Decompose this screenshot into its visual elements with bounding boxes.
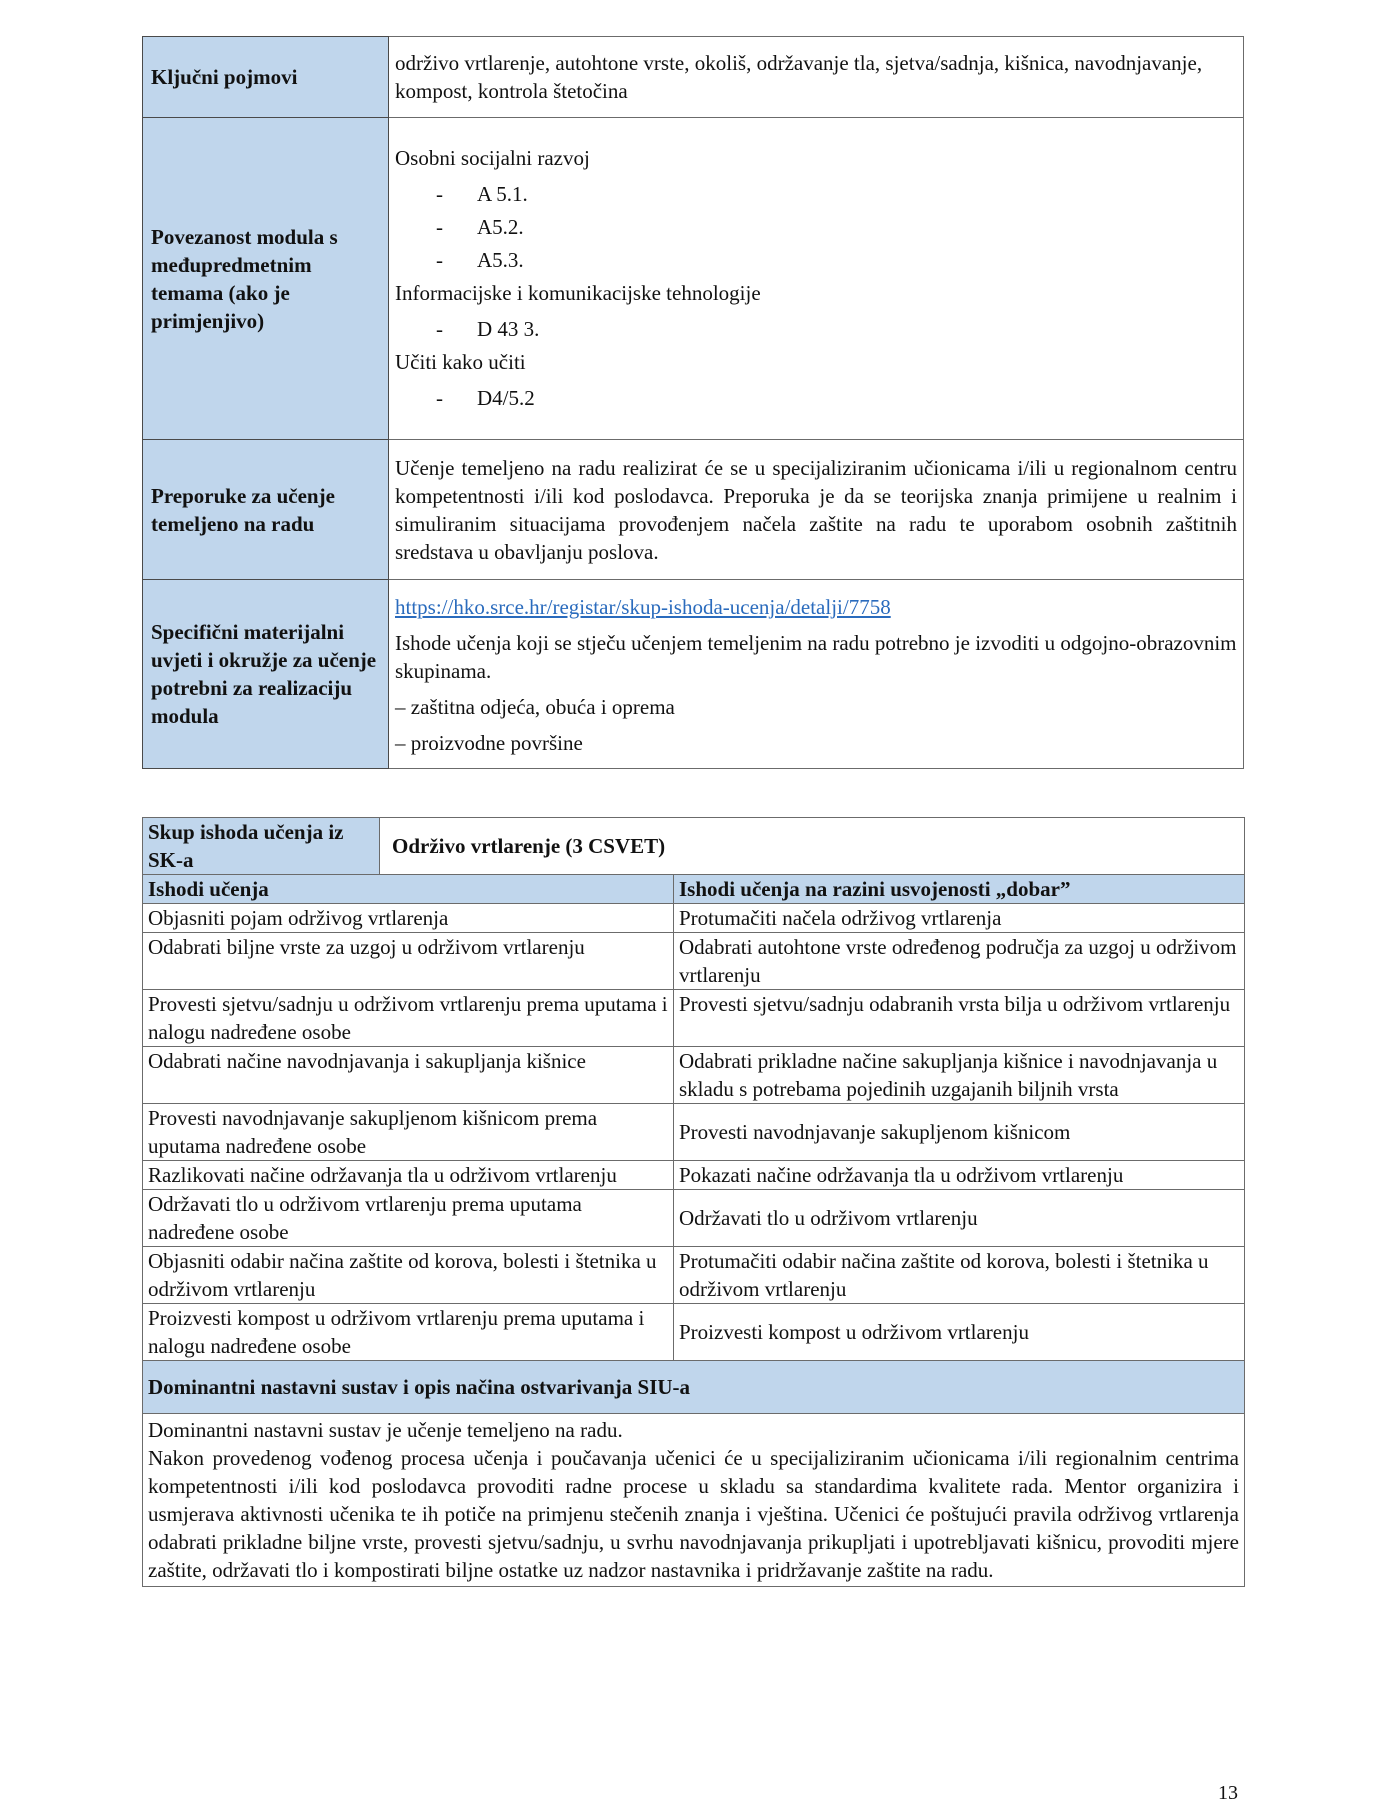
- good-level-cell: Provesti sjetvu/sadnju odabranih vrsta bilja u održivom vrtlarenju: [674, 990, 1245, 1047]
- description-line: Dominantni nastavni sustav je učenje temeljeno na radu.: [148, 1418, 623, 1442]
- cross-curricular-row: [143, 118, 1244, 440]
- table-row: [143, 1104, 1245, 1161]
- outcome-cell: Provesti navodnjavanje sakupljenom kišnicom prema uputama nadređene osobe: [143, 1104, 674, 1161]
- dominant-system-header-row: [143, 1361, 1245, 1414]
- dominant-system-description: [143, 1414, 1245, 1587]
- dash-bullet-icon: -: [436, 386, 443, 410]
- table-row: [143, 933, 1245, 990]
- good-level-cell: Održavati tlo u održivom vrtlarenju: [674, 1190, 1245, 1247]
- list-item-text: D4/5.2: [477, 386, 535, 410]
- good-level-cell: Odabrati autohtone vrste određenog područja za uzgoj u održivom vrtlarenju: [674, 933, 1245, 990]
- group-title: Učiti kako učiti: [395, 350, 526, 374]
- work-based-learning-row: [143, 440, 1244, 580]
- description-paragraph: Nakon provedenog vođenog procesa učenja i poučavanja učenici će u specijaliziranim učionicama i/ili regionalnim centrima kompetentnosti i/ili kod poslodavca provoditi radne procese u skladu sa standardima kvalitete rada. Mentor organizira i usmjerava aktivnosti učenika te ih potiče na primjenu stečenih znanja i vještina. Učenici će poštujući pravila održivog vrtlarenja odabrati prikladne biljne vrste, provesti sjetvu/sadnju, u svrhu navodnjavanja prikupljati i upotrebljavati kišnicu, provoditi mjere zaštite, održavati tlo i kompostirati biljne ostatke uz nadzor nastavnika i pridržavanje zaštite na radu.: [148, 1446, 1239, 1582]
- outcome-cell: Objasniti pojam održivog vrtlarenja: [143, 904, 674, 933]
- table-row: [143, 990, 1245, 1047]
- outcomes-header-row: [143, 875, 1245, 904]
- group-title: Osobni socijalni razvoj: [395, 146, 590, 170]
- good-level-cell: Protumačiti odabir načina zaštite od korova, bolesti i štetnika u održivom vrtlarenju: [674, 1247, 1245, 1304]
- table-row: [143, 904, 1245, 933]
- materials-item: – proizvodne površine: [395, 731, 583, 755]
- outcome-cell: Odabrati biljne vrste za uzgoj u održivom vrtlarenju: [143, 933, 674, 990]
- good-level-cell: Provesti navodnjavanje sakupljenom kišnicom: [674, 1104, 1245, 1161]
- list-item-text: A5.3.: [477, 248, 524, 272]
- materials-value: [389, 580, 1244, 769]
- list-item: [395, 246, 1237, 274]
- dominant-system-description-row: [143, 1414, 1245, 1587]
- keywords-value: održivo vrtlarenje, autohtone vrste, okoliš, održavanje tla, sjetva/sadnja, kišnica, navodnjavanje, kompost, kontrola štetočina: [389, 37, 1244, 118]
- work-based-learning-value: Učenje temeljeno na radu realizirat će se u specijaliziranim učionicama i/ili u regionalnom centru kompetentnosti i/ili kod poslodavca. Preporuka je da se teorijska znanja primijene u realnim i simuliranim situacijama provođenjem načela zaštite na radu te uporabom osobnih zaštitnih sredstava u obavljanju poslova.: [389, 440, 1244, 580]
- outcome-cell: Razlikovati načine održavanja tla u održivom vrtlarenju: [143, 1161, 674, 1190]
- list-item: [395, 315, 1237, 343]
- good-level-cell: Pokazati načine održavanja tla u održivom vrtlarenju: [674, 1161, 1245, 1190]
- materials-item: – zaštitna odjeća, obuća i oprema: [395, 695, 675, 719]
- list-item: [395, 213, 1237, 241]
- dash-bullet-icon: -: [436, 182, 443, 206]
- table-row: [143, 1304, 1245, 1361]
- list-item: [395, 384, 1237, 412]
- table-row: [143, 1247, 1245, 1304]
- outcome-set-row: [143, 818, 1245, 875]
- module-info-table: [142, 36, 1244, 769]
- table-row: [143, 1161, 1245, 1190]
- keywords-row: [143, 37, 1244, 118]
- list-item-text: A5.2.: [477, 215, 524, 239]
- learning-outcomes-table: [142, 817, 1245, 1587]
- good-level-cell: Protumačiti načela održivog vrtlarenja: [674, 904, 1245, 933]
- registry-link[interactable]: https://hko.srce.hr/registar/skup-ishoda-ucenja/detalji/7758: [395, 595, 891, 619]
- table-row: [143, 1190, 1245, 1247]
- materials-label: Specifični materijalni uvjeti i okružje za učenje potrebni za realizaciju modula: [143, 580, 389, 769]
- outcome-cell: Objasniti odabir načina zaštite od korova, bolesti i štetnika u održivom vrtlarenju: [143, 1247, 674, 1304]
- outcomes-header: Ishodi učenja: [143, 875, 674, 904]
- list-item-text: D 43 3.: [477, 317, 540, 341]
- cross-curricular-label: Povezanost modula s međupredmetnim temama (ako je primjenjivo): [143, 118, 389, 440]
- outcome-cell: Proizvesti kompost u održivom vrtlarenju prema uputama i nalogu nadređene osobe: [143, 1304, 674, 1361]
- keywords-label: Ključni pojmovi: [143, 37, 389, 118]
- good-level-cell: Proizvesti kompost u održivom vrtlarenju: [674, 1304, 1245, 1361]
- dash-bullet-icon: -: [436, 317, 443, 341]
- table-row: [143, 1047, 1245, 1104]
- outcome-set-title: Održivo vrtlarenje (3 CSVET): [380, 818, 1245, 875]
- materials-text: Ishode učenja koji se stječu učenjem temeljenim na radu potrebno je izvoditi u odgojno-obrazovnim skupinama.: [395, 631, 1237, 683]
- dash-bullet-icon: -: [436, 248, 443, 272]
- dash-bullet-icon: -: [436, 215, 443, 239]
- page-number: 13: [1218, 1782, 1238, 1804]
- outcome-cell: Odabrati načine navodnjavanja i sakupljanja kišnice: [143, 1047, 674, 1104]
- materials-row: [143, 580, 1244, 769]
- list-item-text: A 5.1.: [477, 182, 528, 206]
- cross-curricular-value: [389, 118, 1244, 440]
- good-level-header: Ishodi učenja na razini usvojenosti „dobar”: [674, 875, 1245, 904]
- dominant-system-header: Dominantni nastavni sustav i opis načina ostvarivanja SIU-a: [143, 1361, 1245, 1414]
- outcome-cell: Provesti sjetvu/sadnju u održivom vrtlarenju prema uputama i nalogu nadređene osobe: [143, 990, 674, 1047]
- list-item: [395, 180, 1237, 208]
- outcome-set-label: Skup ishoda učenja iz SK-a: [143, 818, 380, 875]
- group-title: Informacijske i komunikacijske tehnologije: [395, 281, 761, 305]
- outcome-cell: Održavati tlo u održivom vrtlarenju prema uputama nadređene osobe: [143, 1190, 674, 1247]
- good-level-cell: Odabrati prikladne načine sakupljanja kišnice i navodnjavanja u skladu s potrebama pojedinih uzgajanih biljnih vrsta: [674, 1047, 1245, 1104]
- work-based-learning-label: Preporuke za učenje temeljeno na radu: [143, 440, 389, 580]
